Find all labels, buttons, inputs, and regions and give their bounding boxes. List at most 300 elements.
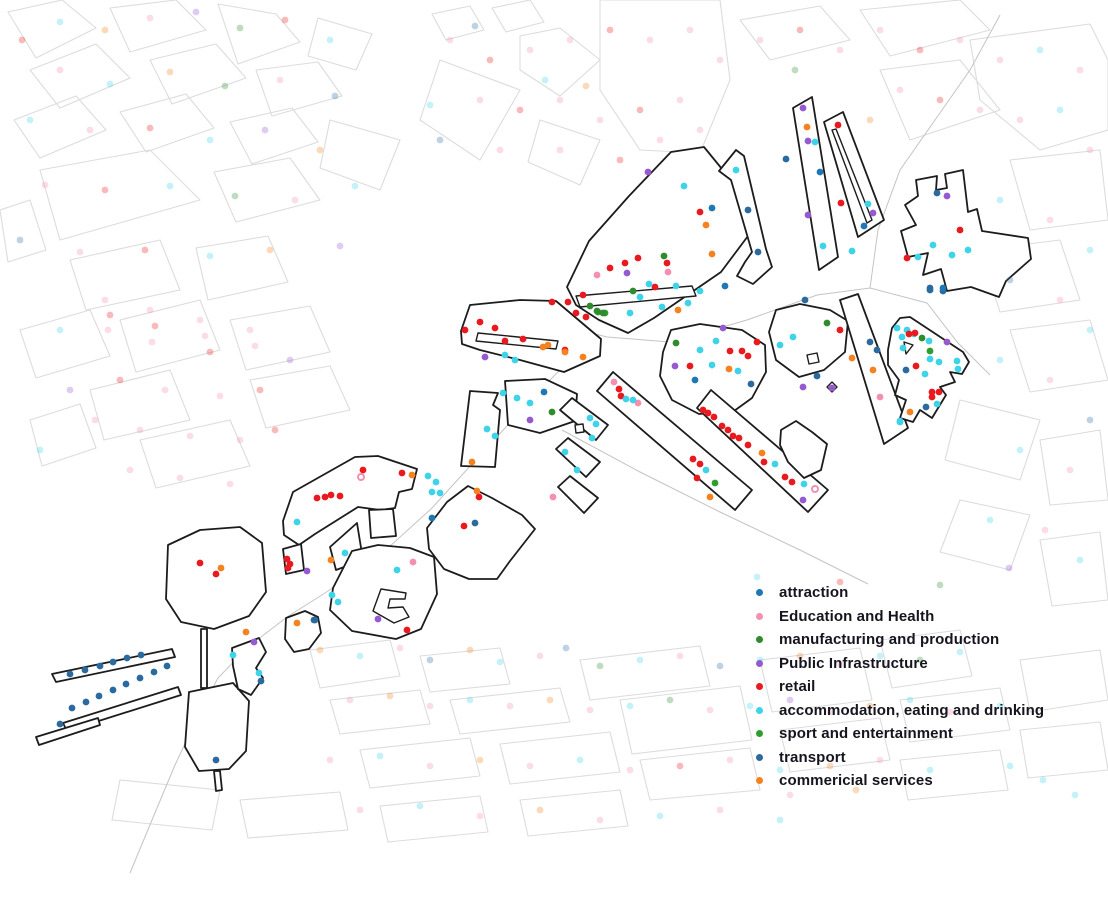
legend-item-transport bbox=[756, 746, 1044, 770]
poi-dot bbox=[697, 461, 704, 468]
poi-dot bbox=[138, 652, 145, 659]
poi-dot-faded bbox=[262, 127, 269, 134]
faint-building-outline bbox=[945, 400, 1040, 480]
poi-dot bbox=[897, 418, 904, 425]
poi-dot bbox=[705, 410, 712, 417]
poi-dot bbox=[934, 190, 941, 197]
poi-dot-faded bbox=[147, 15, 154, 22]
poi-dot bbox=[692, 377, 699, 384]
legend-item-retail bbox=[756, 675, 1044, 699]
poi-dot bbox=[328, 492, 335, 499]
poi-dot-faded bbox=[292, 197, 299, 204]
poi-dot-faded bbox=[57, 19, 64, 26]
poi-dot bbox=[703, 222, 710, 229]
poi-dot bbox=[790, 334, 797, 341]
poi-dot bbox=[562, 449, 569, 456]
poi-dot bbox=[919, 335, 926, 342]
poi-dot bbox=[375, 616, 382, 623]
poi-dot bbox=[759, 450, 766, 457]
poi-dot-faded bbox=[427, 102, 434, 109]
poi-dot bbox=[630, 288, 637, 295]
poi-dot bbox=[874, 347, 881, 354]
poi-dot-faded bbox=[1017, 117, 1024, 124]
poi-dot bbox=[83, 699, 90, 706]
poi-dot bbox=[697, 347, 704, 354]
poi-dot bbox=[322, 494, 329, 501]
poi-dot-faded bbox=[563, 645, 570, 652]
poi-dot bbox=[903, 367, 910, 374]
poi-dot bbox=[611, 379, 618, 386]
poi-dot bbox=[562, 349, 569, 356]
poi-dot-faded bbox=[237, 437, 244, 444]
poi-dot-faded bbox=[27, 117, 34, 124]
poi-dot bbox=[96, 693, 103, 700]
poi-dot-faded bbox=[187, 433, 194, 440]
poi-dot bbox=[673, 283, 680, 290]
sport-entertainment-dot-icon bbox=[756, 730, 763, 737]
retail-dot-icon bbox=[756, 683, 763, 690]
poi-dot bbox=[929, 394, 936, 401]
poi-dot bbox=[927, 285, 934, 292]
poi-dot bbox=[659, 304, 666, 311]
poi-dot-faded bbox=[142, 247, 149, 254]
poi-dot-faded bbox=[272, 427, 279, 434]
poi-dot-faded bbox=[1067, 467, 1074, 474]
poi-dot-faded bbox=[202, 333, 209, 340]
faint-building-outline bbox=[256, 62, 342, 116]
poi-dot-faded bbox=[727, 757, 734, 764]
poi-dot-faded bbox=[687, 27, 694, 34]
faint-building-outline bbox=[970, 24, 1108, 150]
faint-building-outline bbox=[240, 792, 348, 838]
poi-dot bbox=[540, 344, 547, 351]
poi-dot bbox=[410, 559, 417, 566]
poi-dot bbox=[477, 319, 484, 326]
poi-dot-faded bbox=[697, 127, 704, 134]
poi-dot bbox=[213, 757, 220, 764]
poi-dot bbox=[849, 355, 856, 362]
poi-dot bbox=[399, 470, 406, 477]
poi-dot bbox=[502, 338, 509, 345]
poi-dot bbox=[587, 415, 594, 422]
poi-dot-faded bbox=[1047, 217, 1054, 224]
poi-dot bbox=[906, 331, 913, 338]
poi-dot bbox=[484, 426, 491, 433]
faint-building-outline bbox=[120, 94, 214, 152]
poi-dot bbox=[429, 489, 436, 496]
poi-dot-faded bbox=[677, 97, 684, 104]
poi-dot-faded bbox=[427, 703, 434, 710]
poi-dot-faded bbox=[577, 757, 584, 764]
poi-dot-faded bbox=[497, 147, 504, 154]
poi-dot bbox=[213, 571, 220, 578]
poi-dot bbox=[940, 285, 947, 292]
faint-building-outline bbox=[600, 0, 730, 153]
poi-dot-faded bbox=[757, 37, 764, 44]
poi-dot bbox=[817, 169, 824, 176]
poi-dot bbox=[922, 371, 929, 378]
poi-dot bbox=[314, 495, 321, 502]
poi-dot bbox=[69, 705, 76, 712]
poi-dot bbox=[814, 373, 821, 380]
poi-dot bbox=[820, 243, 827, 250]
poi-dot-faded bbox=[19, 37, 26, 44]
legend-label: accommodation, eating and drinking bbox=[779, 701, 1045, 719]
poi-dot-faded bbox=[587, 707, 594, 714]
poi-dot bbox=[949, 252, 956, 259]
poi-dot-faded bbox=[327, 757, 334, 764]
poi-dot-faded bbox=[777, 817, 784, 824]
poi-dot-faded bbox=[147, 125, 154, 132]
poi-dot-faded bbox=[677, 653, 684, 660]
poi-dot bbox=[913, 363, 920, 370]
poi-dot bbox=[409, 472, 416, 479]
manufacturing-dot-icon bbox=[756, 636, 763, 643]
poi-dot-faded bbox=[67, 387, 74, 394]
poi-dot bbox=[777, 342, 784, 349]
faint-building-outline bbox=[420, 60, 520, 160]
poi-dot bbox=[646, 281, 653, 288]
poi-dot bbox=[829, 385, 836, 392]
poi-dot bbox=[867, 339, 874, 346]
building-outline bbox=[166, 527, 266, 629]
legend-label: Public Infrastructure bbox=[779, 654, 928, 672]
poi-dot bbox=[594, 308, 601, 315]
poi-dot bbox=[616, 386, 623, 393]
poi-dot bbox=[899, 334, 906, 341]
poi-dot-faded bbox=[717, 663, 724, 670]
faint-building-outline bbox=[360, 738, 480, 788]
poi-dot bbox=[580, 292, 587, 299]
poi-dot bbox=[748, 381, 755, 388]
poi-dot-faded bbox=[557, 147, 564, 154]
poi-dot-faded bbox=[105, 327, 112, 334]
poi-dot-faded bbox=[1057, 297, 1064, 304]
poi-dot bbox=[870, 210, 877, 217]
faint-building-outline bbox=[528, 120, 600, 185]
poi-dot-faded bbox=[92, 417, 99, 424]
poi-dot-faded bbox=[497, 659, 504, 666]
poi-dot-faded bbox=[277, 77, 284, 84]
poi-dot-faded bbox=[102, 297, 109, 304]
poi-dot bbox=[123, 681, 130, 688]
faint-building-outline bbox=[1040, 532, 1108, 606]
poi-dot bbox=[805, 138, 812, 145]
poi-dot bbox=[476, 494, 483, 501]
poi-dot bbox=[870, 367, 877, 374]
faint-building-outline bbox=[500, 732, 620, 784]
poi-dot bbox=[802, 297, 809, 304]
poi-dot-faded bbox=[77, 249, 84, 256]
poi-dot-faded bbox=[377, 753, 384, 760]
faint-building-outline bbox=[230, 108, 318, 164]
poi-dot bbox=[904, 255, 911, 262]
poi-dot-faded bbox=[787, 792, 794, 799]
poi-dot bbox=[637, 294, 644, 301]
poi-dot bbox=[329, 592, 336, 599]
poi-dot bbox=[502, 352, 509, 359]
poi-dot-faded bbox=[57, 327, 64, 334]
building-outline bbox=[769, 304, 848, 377]
poi-dot-faded bbox=[247, 327, 254, 334]
poi-dot bbox=[709, 205, 716, 212]
poi-dot bbox=[243, 629, 250, 636]
poi-dot bbox=[251, 639, 258, 646]
poi-dot bbox=[713, 338, 720, 345]
faint-building-outline bbox=[1040, 430, 1108, 505]
poi-dot bbox=[328, 557, 335, 564]
building-outline bbox=[427, 486, 535, 579]
faint-building-outline bbox=[150, 44, 246, 104]
legend-label: retail bbox=[779, 678, 816, 696]
poi-dot bbox=[707, 494, 714, 501]
poi-dot-faded bbox=[997, 57, 1004, 64]
poi-dot bbox=[472, 520, 479, 527]
poi-dot-faded bbox=[282, 17, 289, 24]
poi-dot bbox=[800, 497, 807, 504]
faint-building-outline bbox=[330, 690, 430, 734]
poi-dot bbox=[462, 327, 469, 334]
poi-dot bbox=[124, 655, 131, 662]
poi-dot bbox=[745, 353, 752, 360]
poi-dot-faded bbox=[397, 645, 404, 652]
poi-dot-faded bbox=[117, 377, 124, 384]
poi-dot bbox=[635, 255, 642, 262]
building-outline bbox=[461, 391, 500, 467]
poi-dot-faded bbox=[507, 703, 514, 710]
poi-dot bbox=[927, 356, 934, 363]
poi-dot bbox=[394, 567, 401, 574]
poi-dot-faded bbox=[627, 703, 634, 710]
poi-dot bbox=[733, 167, 740, 174]
poi-dot bbox=[719, 423, 726, 430]
poi-dot-faded bbox=[1037, 47, 1044, 54]
commercial-services-dot-icon bbox=[756, 777, 763, 784]
poi-dot bbox=[930, 242, 937, 249]
faint-building-outline bbox=[110, 0, 206, 52]
legend-label: Education and Health bbox=[779, 607, 935, 625]
poi-dot bbox=[730, 433, 737, 440]
poi-dot bbox=[739, 348, 746, 355]
poi-dot-faded bbox=[207, 349, 214, 356]
poi-dot bbox=[425, 473, 432, 480]
poi-dot-faded bbox=[87, 127, 94, 134]
legend-item-attraction bbox=[756, 581, 1044, 605]
poi-dot bbox=[722, 283, 729, 290]
poi-dot bbox=[461, 523, 468, 530]
poi-dot bbox=[849, 248, 856, 255]
poi-dot bbox=[197, 560, 204, 567]
faint-building-outline bbox=[214, 158, 320, 222]
poi-dot bbox=[675, 307, 682, 314]
poi-dot bbox=[877, 394, 884, 401]
building-outline bbox=[558, 476, 598, 513]
poi-dot bbox=[110, 659, 117, 666]
poi-dot-faded bbox=[997, 197, 1004, 204]
building-outline bbox=[232, 638, 266, 695]
poi-dot bbox=[360, 467, 367, 474]
poi-dot bbox=[492, 433, 499, 440]
poi-dot-faded bbox=[472, 23, 479, 30]
poi-dot bbox=[681, 183, 688, 190]
poi-dot-faded bbox=[867, 117, 874, 124]
building-outline bbox=[369, 509, 396, 538]
poi-dot-faded bbox=[1087, 327, 1094, 334]
poi-dot-faded bbox=[107, 312, 114, 319]
poi-dot-faded bbox=[1017, 447, 1024, 454]
poi-dot-faded bbox=[227, 481, 234, 488]
poi-dot-faded bbox=[477, 757, 484, 764]
poi-dot-faded bbox=[347, 697, 354, 704]
poi-dot bbox=[583, 314, 590, 321]
poi-dot bbox=[97, 663, 104, 670]
poi-dot bbox=[955, 366, 962, 373]
poi-dot-faded bbox=[207, 253, 214, 260]
poi-dot bbox=[789, 479, 796, 486]
poi-dot bbox=[685, 300, 692, 307]
poi-dot bbox=[709, 251, 716, 258]
poi-dot-faded bbox=[657, 813, 664, 820]
poi-dot-faded bbox=[437, 137, 444, 144]
faint-building-outline bbox=[230, 306, 330, 370]
poi-dot bbox=[137, 675, 144, 682]
poi-dot-faded bbox=[162, 387, 169, 394]
poi-dot-faded bbox=[107, 81, 114, 88]
poi-dot bbox=[697, 209, 704, 216]
poi-dot bbox=[755, 249, 762, 256]
poi-dot bbox=[926, 338, 933, 345]
faint-building-outline bbox=[740, 6, 850, 60]
poi-dot bbox=[957, 227, 964, 234]
poi-dot-faded bbox=[147, 307, 154, 314]
legend-label: commericial services bbox=[779, 772, 933, 790]
poi-dot-faded bbox=[583, 83, 590, 90]
poi-dot bbox=[712, 480, 719, 487]
poi-dot bbox=[256, 670, 263, 677]
poi-dot bbox=[645, 169, 652, 176]
poi-dot bbox=[673, 340, 680, 347]
poi-dot-faded bbox=[152, 323, 159, 330]
faint-building-outline bbox=[520, 790, 628, 836]
poi-dot bbox=[607, 265, 614, 272]
poi-dot-faded bbox=[537, 653, 544, 660]
poi-dot bbox=[57, 721, 64, 728]
poi-dot bbox=[954, 358, 961, 365]
poi-dot-faded bbox=[237, 25, 244, 32]
poi-dot bbox=[482, 354, 489, 361]
poi-dot bbox=[594, 272, 601, 279]
poi-dot-faded bbox=[517, 107, 524, 114]
poi-dot bbox=[429, 515, 436, 522]
poi-dot-faded bbox=[617, 157, 624, 164]
building-outline bbox=[214, 771, 222, 791]
legend-item-education-health bbox=[756, 605, 1044, 629]
faint-building-outline bbox=[1010, 150, 1108, 230]
poi-dot-faded bbox=[754, 574, 761, 581]
poi-dot bbox=[800, 384, 807, 391]
poi-dot bbox=[541, 389, 548, 396]
poi-dot-faded bbox=[447, 37, 454, 44]
poi-dot-faded bbox=[677, 763, 684, 770]
faint-building-outline bbox=[70, 240, 180, 310]
poi-dot bbox=[726, 366, 733, 373]
poi-dot bbox=[573, 310, 580, 317]
poi-dot bbox=[907, 409, 914, 416]
poi-dot bbox=[294, 519, 301, 526]
poi-dot bbox=[664, 260, 671, 267]
faint-building-outline bbox=[620, 686, 752, 754]
poi-dot bbox=[630, 397, 637, 404]
poi-dot bbox=[218, 565, 225, 572]
faint-building-outline bbox=[218, 4, 300, 64]
poi-dot bbox=[512, 357, 519, 364]
poi-dot bbox=[772, 461, 779, 468]
poi-dot-faded bbox=[1072, 792, 1079, 799]
faint-building-outline bbox=[0, 200, 46, 262]
poi-dot-faded bbox=[527, 47, 534, 54]
building-courtyard bbox=[575, 424, 584, 433]
poi-dot-faded bbox=[287, 357, 294, 364]
poi-dot-faded bbox=[627, 767, 634, 774]
poi-dot bbox=[861, 223, 868, 230]
poi-dot bbox=[727, 348, 734, 355]
poi-dot bbox=[800, 105, 807, 112]
poi-dot bbox=[687, 363, 694, 370]
poi-dot bbox=[433, 479, 440, 486]
poi-dot bbox=[923, 404, 930, 411]
poi-dot-faded bbox=[197, 317, 204, 324]
legend-label: manufacturing and production bbox=[779, 631, 1000, 649]
poi-dot-faded bbox=[877, 27, 884, 34]
poi-dot bbox=[709, 362, 716, 369]
accommodation-dot-icon bbox=[756, 707, 763, 714]
faint-building-outline bbox=[380, 796, 488, 842]
poi-dot bbox=[865, 201, 872, 208]
poi-dot bbox=[549, 409, 556, 416]
poi-dot-faded bbox=[207, 137, 214, 144]
transport-dot-icon bbox=[756, 754, 763, 761]
poi-dot bbox=[720, 325, 727, 332]
poi-dot-faded bbox=[657, 137, 664, 144]
poi-dot bbox=[230, 652, 237, 659]
poi-dot-faded bbox=[1087, 247, 1094, 254]
poi-dot bbox=[805, 212, 812, 219]
poi-dot bbox=[627, 310, 634, 317]
poi-dot bbox=[745, 442, 752, 449]
poi-dot-faded bbox=[597, 117, 604, 124]
poi-dot-faded bbox=[252, 343, 259, 350]
poi-dot-faded bbox=[1077, 557, 1084, 564]
legend-label: transport bbox=[779, 748, 846, 766]
poi-dot bbox=[622, 260, 629, 267]
legend-item-public-infrastructure bbox=[756, 652, 1044, 676]
poi-dot-faded bbox=[1007, 277, 1014, 284]
poi-dot-faded bbox=[42, 182, 49, 189]
poi-dot bbox=[735, 368, 742, 375]
poi-dot-faded bbox=[567, 37, 574, 44]
poi-dot-faded bbox=[17, 237, 24, 244]
poi-dot-faded bbox=[547, 697, 554, 704]
legend-label: sport and entertainment bbox=[779, 725, 953, 743]
poi-dot bbox=[812, 139, 819, 146]
poi-dot-faded bbox=[637, 107, 644, 114]
poi-dot bbox=[783, 156, 790, 163]
poi-dot-faded bbox=[477, 813, 484, 820]
poi-dot-faded bbox=[177, 475, 184, 482]
poi-dot-faded bbox=[149, 339, 156, 346]
poi-dot-faded bbox=[467, 647, 474, 654]
building-courtyard bbox=[807, 353, 819, 364]
